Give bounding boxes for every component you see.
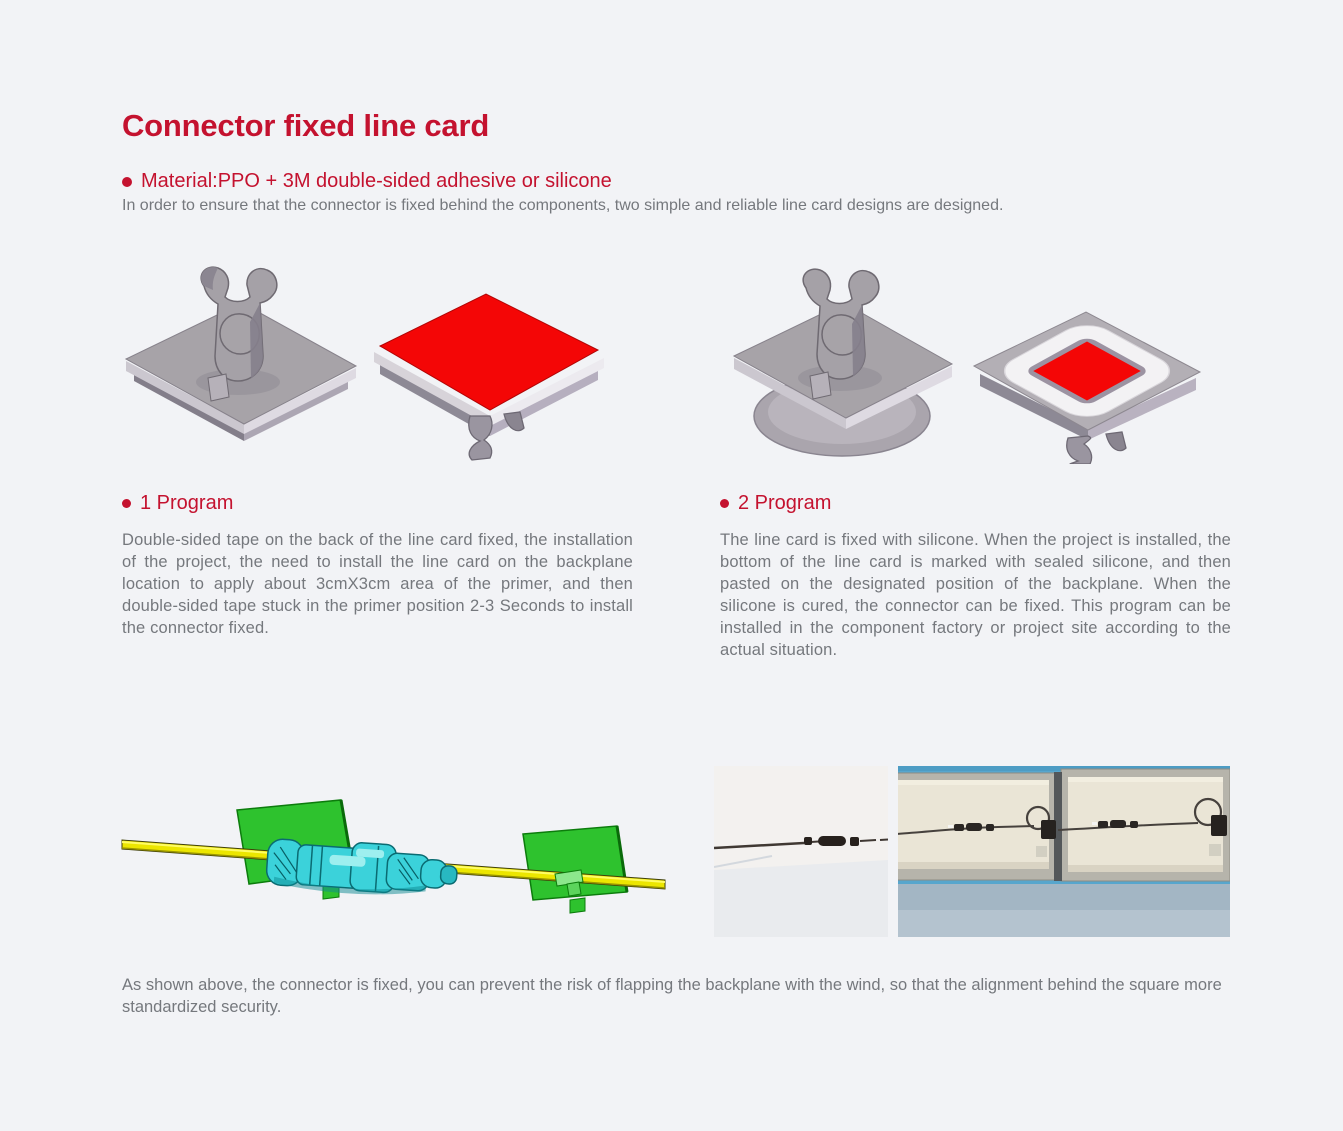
- adhesive-back-view-image: [372, 288, 610, 462]
- connector-photo-image: [714, 766, 888, 937]
- footer-text: As shown above, the connector is fixed, you can prevent the risk of flapping the backplane with the wind, so that the alignment behind the square more standardized security.: [122, 976, 1222, 1016]
- line-card-clip-render: [120, 262, 362, 447]
- intro-text: In order to ensure that the connector is fixed behind the components, two simple and reliable line card designs are designed.: [122, 197, 1004, 214]
- cable-assembly-illustration: [115, 798, 671, 929]
- bullet-icon: [122, 177, 132, 187]
- bullet-icon: [720, 499, 729, 508]
- line-card2-clip-render: [728, 266, 956, 469]
- material-heading: [122, 170, 612, 193]
- line-card-adhesive-render: [372, 288, 610, 467]
- silicone-back-view-image: [964, 288, 1212, 464]
- cable-assembly-image: [115, 798, 671, 924]
- program1-heading: [122, 492, 233, 515]
- program2-body: The line card is fixed with silicone. When the project is installed, the bottom of the line card is marked with sealed silicone, and then pasted on the designated position of the backplane. When the silicone is cured, the connector can be fixed. This program can be installed in the component factory or project site according to the actual situation.: [720, 531, 1231, 659]
- clip-top-view-image: [120, 262, 362, 442]
- page-title: Connector fixed line card: [122, 108, 490, 143]
- material-heading-text: Material:PPO + 3M double-sided adhesive or silicone: [141, 170, 612, 192]
- panels-photo-image: [898, 766, 1230, 937]
- connector-photo: [714, 766, 888, 937]
- bullet-icon: [122, 499, 131, 508]
- panels-photo: [898, 766, 1230, 937]
- clip2-top-view-image: [728, 266, 956, 464]
- program1-heading-text: 1 Program: [140, 492, 234, 514]
- program2-heading-text: 2 Program: [738, 492, 832, 514]
- program1-body: Double-sided tape on the back of the line card fixed, the installation of the project, the need to install the line card on the backplane location to apply about 3cmX3cm area of the primer, and then double-sided tape stuck in the primer position 2-3 Seconds to install the connector fixed.: [122, 531, 633, 637]
- line-card2-silicone-render: [964, 288, 1212, 469]
- program2-heading: [720, 492, 831, 515]
